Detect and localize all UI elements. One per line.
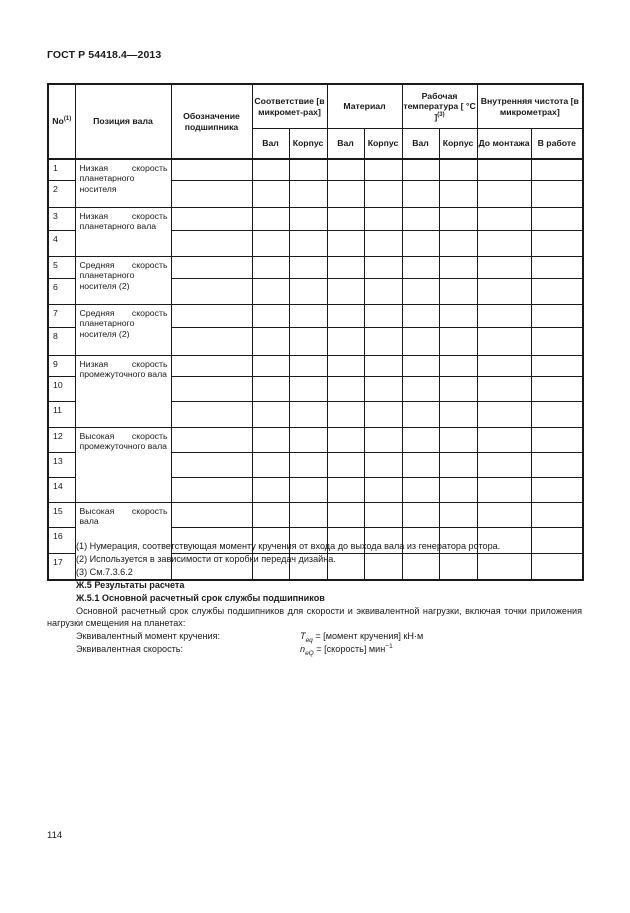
row-number: 1 xyxy=(48,159,75,181)
empty-cell xyxy=(327,208,364,231)
sub-housing-header: Корпус xyxy=(364,129,402,160)
row-number: 10 xyxy=(48,377,75,402)
empty-cell xyxy=(327,402,364,428)
empty-cell xyxy=(531,428,583,453)
empty-cell xyxy=(477,181,531,208)
empty-cell xyxy=(531,356,583,377)
sub-before-header: До монтажа xyxy=(477,129,531,160)
empty-cell xyxy=(289,305,327,328)
empty-cell xyxy=(531,453,583,478)
empty-cell xyxy=(402,231,439,257)
empty-cell xyxy=(171,181,252,208)
empty-cell xyxy=(252,453,289,478)
page-number: 114 xyxy=(47,830,63,841)
empty-cell xyxy=(439,377,477,402)
table-row xyxy=(48,428,583,453)
empty-cell xyxy=(439,328,477,356)
empty-cell xyxy=(531,305,583,328)
empty-cell xyxy=(171,208,252,231)
empty-cell xyxy=(327,181,364,208)
empty-cell xyxy=(439,208,477,231)
empty-cell xyxy=(531,328,583,356)
empty-cell xyxy=(327,478,364,503)
section-heading: Ж.5 Результаты расчета xyxy=(76,579,185,590)
empty-cell xyxy=(531,503,583,528)
footnote-2: (2) Используется в зависимости от коробки передач дизайна. xyxy=(76,553,336,564)
shaft-position: Низкая скорость планетарного вала xyxy=(75,208,171,257)
empty-cell xyxy=(171,428,252,453)
col-fit-header: Соответствие [в микромет-рах] xyxy=(252,84,327,129)
row-number: 5 xyxy=(48,257,75,279)
empty-cell xyxy=(477,305,531,328)
col-clean-header: Внутренняя чистота [в микрометрах] xyxy=(477,84,583,129)
row-number: 13 xyxy=(48,453,75,478)
col-material-header: Материал xyxy=(327,84,402,129)
shaft-position: Средняя скорость планетарного носителя (2) xyxy=(75,257,171,305)
empty-cell xyxy=(327,279,364,305)
footnote-1: (1) Нумерация, соответствующая моменту кручения от входа до выхода вала из генератора ротора. xyxy=(76,541,501,551)
empty-cell xyxy=(327,159,364,181)
row-number: 2 xyxy=(48,181,75,208)
empty-cell xyxy=(477,159,531,181)
empty-cell xyxy=(327,503,364,528)
empty-cell xyxy=(364,377,402,402)
empty-cell xyxy=(364,208,402,231)
empty-cell xyxy=(439,402,477,428)
empty-cell xyxy=(364,181,402,208)
equation-value: $n_{eQ}$ = [скорость] мин$^{-1}$ xyxy=(300,643,393,658)
empty-cell xyxy=(477,208,531,231)
empty-cell xyxy=(327,356,364,377)
empty-cell xyxy=(439,159,477,181)
empty-cell xyxy=(252,257,289,279)
empty-cell xyxy=(531,231,583,257)
empty-cell xyxy=(171,231,252,257)
row-number: 12 xyxy=(48,428,75,453)
empty-cell xyxy=(171,257,252,279)
equation-label: Эквивалентный момент кручения: xyxy=(76,631,221,642)
empty-cell xyxy=(364,328,402,356)
empty-cell xyxy=(364,279,402,305)
sub-shaft-header: Вал xyxy=(327,129,364,160)
empty-cell xyxy=(171,402,252,428)
empty-cell xyxy=(402,328,439,356)
empty-cell xyxy=(477,428,531,453)
col-temp-header: Рабочая температура [ °C ]$^{(3)}$ xyxy=(402,84,477,129)
empty-cell xyxy=(171,377,252,402)
empty-cell xyxy=(477,503,531,528)
equation-speed xyxy=(47,643,582,656)
empty-cell xyxy=(439,257,477,279)
row-number: 17 xyxy=(48,554,75,581)
empty-cell xyxy=(439,181,477,208)
empty-cell xyxy=(289,257,327,279)
row-number: 9 xyxy=(48,356,75,377)
empty-cell xyxy=(252,208,289,231)
empty-cell xyxy=(402,503,439,528)
empty-cell xyxy=(289,279,327,305)
sub-operating-header: В работе xyxy=(531,129,583,160)
sub-shaft-header: Вал xyxy=(252,129,289,160)
col-designation-header: Обозначение подшипника xyxy=(171,84,252,159)
empty-cell xyxy=(364,159,402,181)
empty-cell xyxy=(252,231,289,257)
empty-cell xyxy=(402,305,439,328)
empty-cell xyxy=(171,503,252,528)
empty-cell xyxy=(171,356,252,377)
empty-cell xyxy=(327,453,364,478)
notes-section xyxy=(47,540,582,656)
empty-cell xyxy=(252,503,289,528)
table-row xyxy=(48,257,583,279)
empty-cell xyxy=(531,257,583,279)
empty-cell xyxy=(531,208,583,231)
empty-cell xyxy=(364,257,402,279)
empty-cell xyxy=(289,356,327,377)
empty-cell xyxy=(439,453,477,478)
empty-cell xyxy=(477,257,531,279)
shaft-position: Низкая скорость промежуточного вала xyxy=(75,356,171,428)
empty-cell xyxy=(171,279,252,305)
empty-cell xyxy=(171,478,252,503)
empty-cell xyxy=(439,503,477,528)
row-number: 14 xyxy=(48,478,75,503)
footnote-3: (3) См.7.3.6.2 xyxy=(76,566,133,577)
empty-cell xyxy=(531,478,583,503)
sub-housing-header: Корпус xyxy=(439,129,477,160)
empty-cell xyxy=(402,428,439,453)
empty-cell xyxy=(477,279,531,305)
empty-cell xyxy=(171,453,252,478)
bearing-table xyxy=(47,83,584,581)
row-number: 15 xyxy=(48,503,75,528)
empty-cell xyxy=(289,453,327,478)
empty-cell xyxy=(477,478,531,503)
empty-cell xyxy=(252,279,289,305)
empty-cell xyxy=(327,257,364,279)
shaft-position: Высокая скорость промежуточного вала xyxy=(75,428,171,503)
empty-cell xyxy=(402,377,439,402)
empty-cell xyxy=(252,478,289,503)
row-number: 6 xyxy=(48,279,75,305)
table-row xyxy=(48,305,583,328)
empty-cell xyxy=(439,305,477,328)
empty-cell xyxy=(289,231,327,257)
table-row xyxy=(48,208,583,231)
paragraph: Основной расчетный срок службы подшипников для скорости и эквивалентной нагрузки, включая точки приложения нагрузки смещения на планетах: xyxy=(47,605,582,629)
empty-cell xyxy=(327,428,364,453)
row-number: 11 xyxy=(48,402,75,428)
shaft-position: Высокая скорость вала xyxy=(75,503,171,581)
table-body xyxy=(48,159,583,580)
empty-cell xyxy=(171,305,252,328)
empty-cell xyxy=(477,356,531,377)
empty-cell xyxy=(402,356,439,377)
empty-cell xyxy=(289,478,327,503)
empty-cell xyxy=(402,478,439,503)
empty-cell xyxy=(439,279,477,305)
empty-cell xyxy=(402,453,439,478)
empty-cell xyxy=(364,478,402,503)
empty-cell xyxy=(289,402,327,428)
empty-cell xyxy=(252,159,289,181)
empty-cell xyxy=(531,377,583,402)
col-position-header: Позиция вала xyxy=(75,84,171,159)
empty-cell xyxy=(477,453,531,478)
empty-cell xyxy=(531,402,583,428)
document-id: ГОСТ Р 54418.4—2013 xyxy=(47,49,162,61)
empty-cell xyxy=(477,231,531,257)
row-number: 7 xyxy=(48,305,75,328)
empty-cell xyxy=(531,159,583,181)
empty-cell xyxy=(364,305,402,328)
table-row xyxy=(48,356,583,377)
subsection-heading: Ж.5.1 Основной расчетный срок службы подшипников xyxy=(76,592,325,603)
empty-cell xyxy=(252,305,289,328)
empty-cell xyxy=(252,428,289,453)
empty-cell xyxy=(289,208,327,231)
empty-cell xyxy=(439,356,477,377)
empty-cell xyxy=(289,181,327,208)
shaft-position: Низкая скорость планетарного носителя xyxy=(75,159,171,208)
empty-cell xyxy=(327,231,364,257)
row-number: 4 xyxy=(48,231,75,257)
equation-label: Эквивалентная скорость: xyxy=(76,644,184,655)
empty-cell xyxy=(402,257,439,279)
empty-cell xyxy=(252,377,289,402)
row-number: 16 xyxy=(48,528,75,554)
empty-cell xyxy=(402,181,439,208)
empty-cell xyxy=(402,402,439,428)
row-number: 8 xyxy=(48,328,75,356)
empty-cell xyxy=(252,402,289,428)
empty-cell xyxy=(171,328,252,356)
empty-cell xyxy=(477,402,531,428)
equation-torque xyxy=(47,630,582,643)
empty-cell xyxy=(289,328,327,356)
empty-cell xyxy=(364,356,402,377)
empty-cell xyxy=(252,356,289,377)
empty-cell xyxy=(531,279,583,305)
empty-cell xyxy=(252,328,289,356)
empty-cell xyxy=(364,402,402,428)
empty-cell xyxy=(439,478,477,503)
empty-cell xyxy=(289,503,327,528)
empty-cell xyxy=(289,159,327,181)
empty-cell xyxy=(364,231,402,257)
empty-cell xyxy=(327,328,364,356)
empty-cell xyxy=(327,305,364,328)
equation-value: $T_{eq}$ = [момент кручения] кН·м xyxy=(300,631,424,645)
empty-cell xyxy=(289,428,327,453)
empty-cell xyxy=(289,377,327,402)
empty-cell xyxy=(477,377,531,402)
empty-cell xyxy=(402,159,439,181)
row-number: 3 xyxy=(48,208,75,231)
empty-cell xyxy=(439,428,477,453)
sub-shaft-header: Вал xyxy=(402,129,439,160)
empty-cell xyxy=(402,208,439,231)
shaft-position: Средняя скорость планетарного носителя (2) xyxy=(75,305,171,356)
empty-cell xyxy=(364,453,402,478)
empty-cell xyxy=(252,181,289,208)
empty-cell xyxy=(327,377,364,402)
empty-cell xyxy=(364,428,402,453)
sub-housing-header: Корпус xyxy=(289,129,327,160)
empty-cell xyxy=(171,159,252,181)
empty-cell xyxy=(364,503,402,528)
table-row xyxy=(48,503,583,528)
empty-cell xyxy=(439,231,477,257)
empty-cell xyxy=(477,328,531,356)
empty-cell xyxy=(531,181,583,208)
col-no-header: No$^{(1)}$ xyxy=(48,84,75,159)
empty-cell xyxy=(402,279,439,305)
table-row xyxy=(48,159,583,181)
